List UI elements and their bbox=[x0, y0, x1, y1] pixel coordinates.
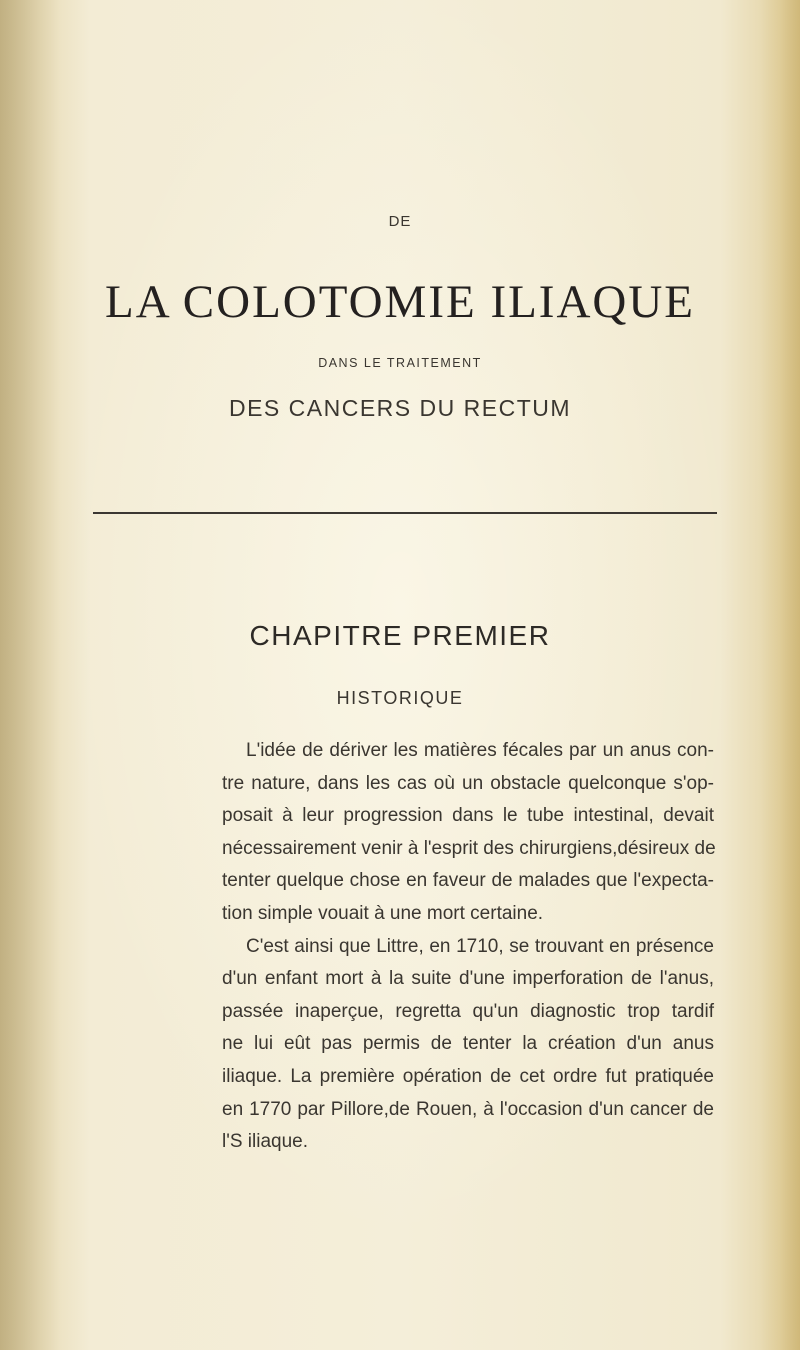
text-line: en 1770 par Pillore,de Rouen, à l'occasion d'un cancer de bbox=[222, 1098, 714, 1120]
chapter-title: CHAPITRE PREMIER bbox=[249, 620, 551, 651]
text-line: tre nature, dans les cas où un obstacle quelconque s'op- bbox=[222, 772, 714, 794]
text-line: tion simple vouait à une mort certaine. bbox=[222, 902, 544, 924]
text-line: passée inaperçue, regretta qu'un diagnostic trop tardif bbox=[222, 1000, 714, 1022]
page-edge-shadow-left bbox=[0, 0, 60, 1350]
subtitle-small: DANS LE TRAITEMENT bbox=[318, 356, 482, 370]
horizontal-rule bbox=[93, 512, 717, 514]
text-line: posait à leur progression dans le tube intestinal, devait bbox=[222, 805, 714, 827]
text-line: d'un enfant mort à la suite d'une imperforation de l'anus, bbox=[222, 968, 714, 990]
page-edge-shadow-right bbox=[760, 0, 800, 1350]
text-line: l'S iliaque. bbox=[222, 1131, 309, 1153]
subtitle-large: DES CANCERS DU RECTUM bbox=[228, 395, 572, 421]
body-paragraphs bbox=[222, 735, 714, 1159]
text-line: C'est ainsi que Littre, en 1710, se trouvant en présence bbox=[246, 935, 714, 957]
section-title: HISTORIQUE bbox=[336, 688, 464, 708]
text-line: nécessairement venir à l'esprit des chirurgiens,désireux de bbox=[222, 837, 716, 859]
text-line: tenter quelque chose en faveur de malades que l'expecta- bbox=[222, 870, 714, 892]
text-line: ne lui eût pas permis de tenter la création d'un anus bbox=[222, 1033, 714, 1055]
title-preposition: DE bbox=[388, 213, 412, 230]
text-line: L'idée de dériver les matières fécales par un anus con- bbox=[246, 740, 714, 761]
main-title: LA COLOTOMIE ILIAQUE bbox=[104, 276, 695, 328]
text-line: iliaque. La première opération de cet ordre fut pratiquée bbox=[222, 1065, 714, 1087]
